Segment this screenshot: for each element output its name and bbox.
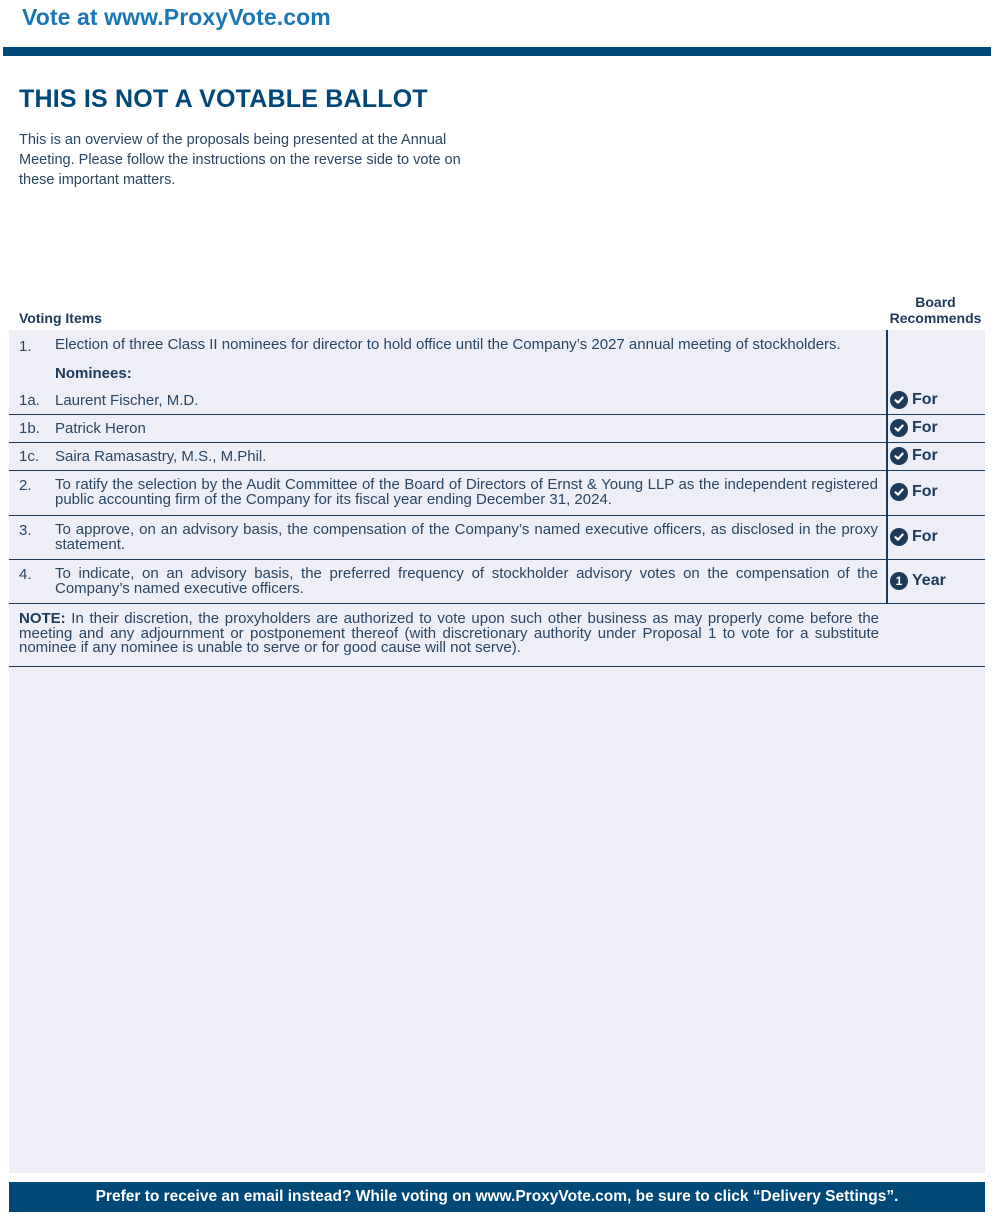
icon-glyph: 1 (895, 574, 903, 588)
voting-item-2 (9, 471, 985, 516)
recommendation-label: For (912, 419, 938, 436)
voting-item-1c (9, 443, 985, 471)
voting-items-header: Voting Items (19, 310, 102, 326)
check-circle-icon (890, 391, 908, 409)
item-text: To ratify the selection by the Audit Committee of the Board of Directors of Ernst & Young LLP as the independent registered public accounting firm of the Company for its fiscal year ending December 31, 2024. (55, 476, 878, 508)
check-circle-icon (890, 447, 908, 465)
board-recommends-header (886, 294, 985, 326)
board-recommends-line2: Recommends (889, 310, 982, 326)
recommendation-label: For (912, 391, 938, 408)
item-number: 3. (19, 522, 32, 539)
note-text (19, 612, 879, 656)
board-recommendation (890, 391, 938, 409)
check-circle-icon (890, 483, 908, 501)
voting-item-1b (9, 415, 985, 443)
item-text: To indicate, on an advisory basis, the preferred frequency of stockholder advisory votes on the compensation of the Company’s named executive officers. (55, 565, 878, 597)
voting-item-3 (9, 516, 985, 560)
recommendation-label: For (912, 528, 938, 545)
note-section (9, 604, 985, 667)
item-number: 1. (19, 338, 32, 355)
delivery-settings-banner: Prefer to receive an email instead? While voting on www.ProxyVote.com, be sure to click “Delivery Settings”. (9, 1182, 985, 1212)
board-recommendation (890, 528, 938, 546)
item-number: 4. (19, 566, 32, 583)
item-text: Election of three Class II nominees for director to hold office until the Company’s 2027 annual meeting of stockholders. (55, 336, 841, 353)
recommendation-label: Year (912, 572, 946, 589)
proxyvote-link[interactable]: Vote at www.ProxyVote.com (22, 4, 331, 30)
item-number: 1a. (19, 392, 40, 409)
item-text: Saira Ramasastry, M.S., M.Phil. (55, 448, 267, 465)
nominees-label: Nominees: (55, 365, 132, 382)
item-number: 2. (19, 477, 32, 494)
board-recommendation (890, 447, 938, 465)
number-one-circle-icon (890, 572, 908, 590)
note-body: In their discretion, the proxyholders are authorized to vote upon such other business as may properly come before the meeting and any adjournment or postponement thereof (with discretionary authority under Proposal 1 to vote for a substitute nominee if any nominee is unable to serve or for good cause will not serve). (19, 610, 879, 656)
item-text: Patrick Heron (55, 420, 146, 437)
recommendation-label: For (912, 447, 938, 464)
voting-item-4 (9, 560, 985, 604)
item-text: Laurent Fischer, M.D. (55, 392, 199, 409)
intro-text: This is an overview of the proposals being presented at the Annual Meeting. Please follow the instructions on the reverse side to vote on these important matters. (19, 132, 461, 188)
board-recommendation (890, 419, 938, 437)
item-number: 1c. (19, 448, 40, 465)
board-recommendation (890, 483, 938, 501)
voting-item-1a (9, 390, 985, 415)
header-rule (3, 47, 991, 56)
check-circle-icon (890, 419, 908, 437)
page-title: THIS IS NOT A VOTABLE BALLOT (19, 85, 428, 113)
board-recommends-line1: Board (915, 294, 956, 310)
note-label: NOTE: (19, 610, 66, 627)
item-text: To approve, on an advisory basis, the compensation of the Company’s named executive officers, as disclosed in the proxy statement. (55, 521, 878, 553)
board-recommendation (890, 572, 946, 590)
item-number: 1b. (19, 420, 40, 437)
recommendation-label: For (912, 483, 938, 500)
column-divider (886, 330, 888, 604)
check-circle-icon (890, 528, 908, 546)
